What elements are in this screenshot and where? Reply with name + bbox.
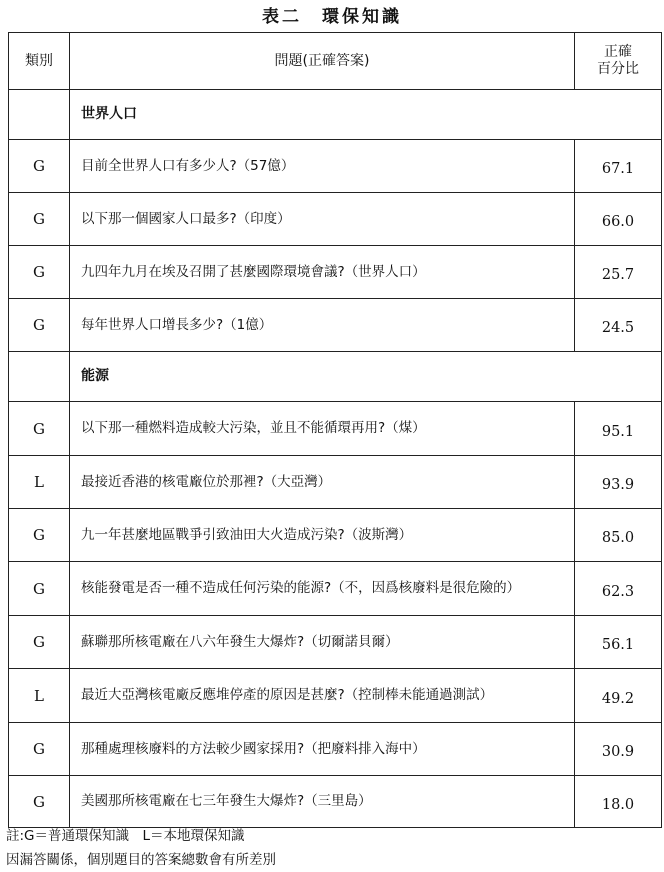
percent-cell: 56.1: [575, 616, 662, 669]
category-cell: G: [9, 299, 70, 352]
table-row: [9, 246, 662, 299]
table-body: [9, 90, 662, 828]
question-cell: 九一年甚麼地區戰爭引致油田大火造成污染?（波斯灣）: [70, 509, 575, 562]
percent-cell: 49.2: [575, 669, 662, 723]
header-percent-line2: 百分比: [597, 61, 639, 77]
table-header-row: [9, 33, 662, 90]
question-cell: 九四年九月在埃及召開了甚麼國際環境會議?（世界人口）: [70, 246, 575, 299]
section-row: [9, 352, 662, 402]
header-category: 類別: [9, 33, 70, 90]
percent-cell: 24.5: [575, 299, 662, 352]
table-row: [9, 616, 662, 669]
category-cell: G: [9, 193, 70, 246]
table-row: [9, 669, 662, 723]
question-cell: 美國那所核電廠在七三年發生大爆炸?（三里島）: [70, 776, 575, 828]
category-cell: G: [9, 509, 70, 562]
percent-cell: 67.1: [575, 140, 662, 193]
question-cell: 最接近香港的核電廠位於那裡?（大亞灣）: [70, 456, 575, 509]
category-cell: G: [9, 140, 70, 193]
table-row: [9, 776, 662, 828]
percent-cell: 95.1: [575, 402, 662, 456]
question-cell: 每年世界人口增長多少?（1億）: [70, 299, 575, 352]
percent-cell: 18.0: [575, 776, 662, 828]
section-category-cell: [9, 352, 70, 402]
question-cell: 那種處理核廢料的方法較少國家採用?（把廢料排入海中）: [70, 723, 575, 776]
question-cell: 最近大亞灣核電廠反應堆停產的原因是甚麼?（控制棒未能通過測試）: [70, 669, 575, 723]
header-percent: [575, 33, 662, 90]
question-cell: 以下那一種燃料造成較大污染，並且不能循環再用?（煤）: [70, 402, 575, 456]
category-cell: G: [9, 402, 70, 456]
section-label: 世界人口: [70, 90, 662, 140]
footnote-legend: 註:G＝普通環保知識 L＝本地環保知識: [6, 828, 245, 844]
category-cell: G: [9, 776, 70, 828]
category-cell: L: [9, 456, 70, 509]
table-title: 表二 環保知識: [262, 7, 402, 27]
question-cell: 以下那一個國家人口最多?（印度）: [70, 193, 575, 246]
category-cell: G: [9, 246, 70, 299]
percent-cell: 25.7: [575, 246, 662, 299]
table-row: [9, 509, 662, 562]
category-cell: L: [9, 669, 70, 723]
question-cell: 目前全世界人口有多少人?（57億）: [70, 140, 575, 193]
footnote-missing: 因漏答關係，個別題目的答案總數會有所差別: [6, 852, 276, 868]
section-label: 能源: [70, 352, 662, 402]
section-row: [9, 90, 662, 140]
table-row: [9, 723, 662, 776]
table-row: [9, 140, 662, 193]
table-row: [9, 456, 662, 509]
header-question: 問題(正確答案): [70, 33, 575, 90]
percent-cell: 30.9: [575, 723, 662, 776]
question-cell: 蘇聯那所核電廠在八六年發生大爆炸?（切爾諾貝爾）: [70, 616, 575, 669]
percent-cell: 62.3: [575, 562, 662, 616]
percent-cell: 93.9: [575, 456, 662, 509]
question-cell: 核能發電是否一種不造成任何污染的能源?（不，因爲核廢料是很危險的）: [70, 562, 575, 616]
table-row: [9, 193, 662, 246]
percent-cell: 85.0: [575, 509, 662, 562]
header-percent-line1: 正確: [604, 44, 632, 60]
category-cell: G: [9, 562, 70, 616]
category-cell: G: [9, 616, 70, 669]
knowledge-table: [8, 32, 662, 828]
table-row: [9, 402, 662, 456]
category-cell: G: [9, 723, 70, 776]
section-category-cell: [9, 90, 70, 140]
percent-cell: 66.0: [575, 193, 662, 246]
table-row: [9, 299, 662, 352]
table-row: [9, 562, 662, 616]
